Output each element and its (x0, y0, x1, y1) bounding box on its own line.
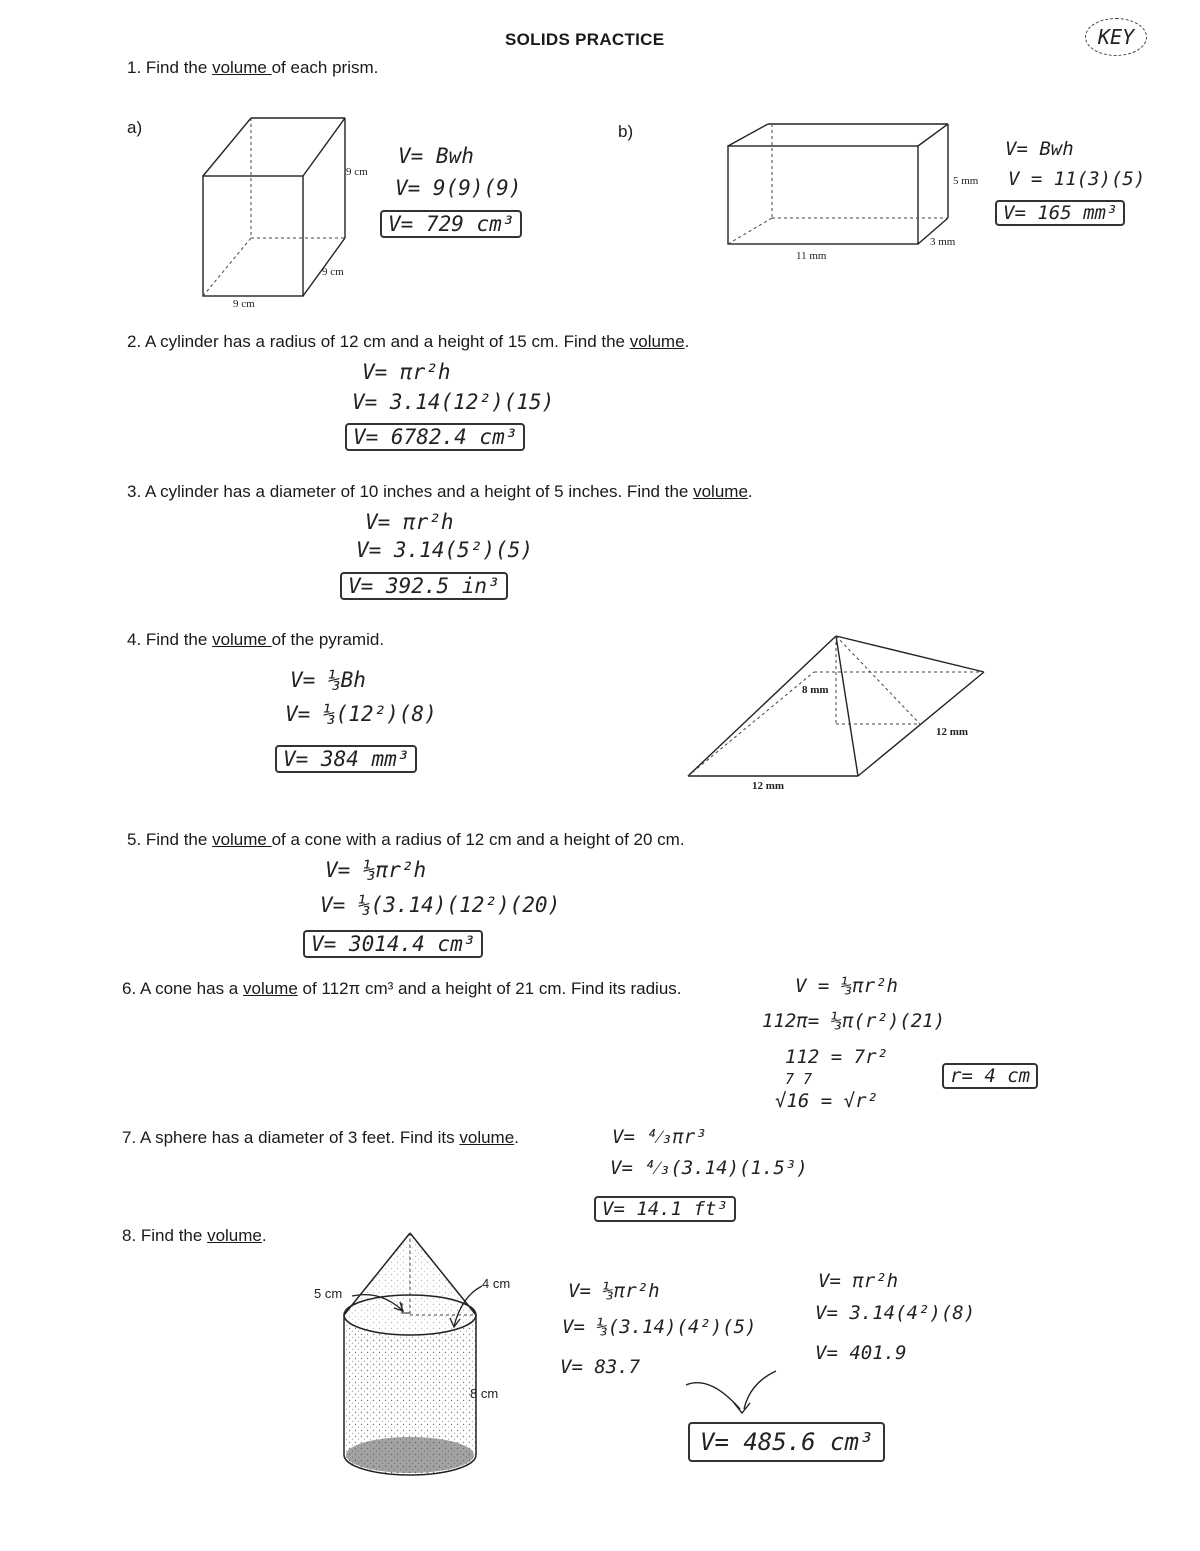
q8-answer: V= 485.6 cm³ (688, 1422, 885, 1462)
cone-cylinder-diagram (330, 1225, 510, 1485)
question-2-suffix: . (684, 332, 690, 351)
key-stamp (1085, 18, 1147, 56)
q7-answer: V= 14.1 ft³ (594, 1196, 736, 1222)
page-title: SOLIDS PRACTICE (505, 30, 665, 49)
question-1-prefix: 1. Find the (127, 58, 213, 77)
key-stamp-text: KEY (1098, 25, 1135, 49)
question-3 (127, 482, 753, 502)
question-7-suffix: . (514, 1128, 519, 1147)
cone-height-label: 5 cm (314, 1286, 343, 1301)
prism-depth-label: 3 mm (930, 236, 956, 248)
q1b-answer: V= 165 mm³ (995, 200, 1125, 226)
question-4-suffix: of the pyramid. (271, 630, 385, 649)
q8-left-work-line-2: V= ⅓(3.14)(4²)(5) (562, 1316, 757, 1338)
part-a-label: a) (127, 118, 143, 137)
question-6-prefix: 6. A cone has a (122, 979, 243, 998)
prism-width-label: 11 mm (796, 250, 827, 262)
question-7 (122, 1128, 519, 1148)
question-6 (122, 979, 682, 999)
question-8-keyword: volume (207, 1226, 262, 1245)
cube-height-label: 9 cm (346, 166, 368, 178)
cone-radius-label: 4 cm (482, 1276, 511, 1291)
question-6-keyword: volume (242, 979, 298, 998)
cube-diagram (195, 110, 365, 310)
q7-work-line-2: V= ⁴⁄₃(3.14)(1.5³) (610, 1157, 808, 1179)
question-8-prefix: 8. Find the (122, 1226, 208, 1245)
question-5-suffix: of a cone with a radius of 12 cm and a height of 20 cm. (271, 830, 685, 849)
cube-width-label: 9 cm (233, 298, 255, 310)
question-4-prefix: 4. Find the (127, 630, 213, 649)
q6-work-line-2: 112π= ⅓π(r²)(21) (762, 1010, 946, 1032)
cube-depth-label: 9 cm (322, 266, 344, 278)
pyramid-diagram (680, 628, 1000, 788)
q2-work-line-2: V= 3.14(12²)(15) (352, 390, 555, 414)
q2-answer: V= 6782.4 cm³ (345, 423, 525, 451)
question-4-keyword: volume (212, 630, 272, 649)
question-4 (127, 630, 384, 650)
prism-height-label: 5 mm (953, 175, 979, 187)
q8-left-work-line-3: V= 83.7 (560, 1356, 641, 1378)
q8-left-work-line-1: V= ⅓πr²h (568, 1280, 660, 1302)
question-2-prefix: 2. A cylinder has a radius of 12 cm and a height of 15 cm. Find the (127, 332, 630, 351)
question-1-suffix: of each prism. (271, 58, 379, 77)
q6-answer: r= 4 cm (942, 1063, 1038, 1089)
q5-answer: V= 3014.4 cm³ (303, 930, 483, 958)
arrow-cone-height (350, 1288, 410, 1318)
question-1 (127, 58, 378, 78)
question-2-keyword: volume (629, 332, 685, 351)
q3-answer: V= 392.5 in³ (340, 572, 508, 600)
q3-work-line-1: V= πr²h (365, 510, 454, 534)
question-7-keyword: volume (459, 1128, 515, 1147)
q1b-work-line-1: V= Bwh (1005, 138, 1074, 160)
question-3-suffix: . (747, 482, 753, 501)
question-5-prefix: 5. Find the (127, 830, 213, 849)
q1a-work-line-2: V= 9(9)(9) (395, 176, 522, 200)
q1a-answer: V= 729 cm³ (380, 210, 522, 238)
question-5-keyword: volume (212, 830, 272, 849)
q2-work-line-1: V= πr²h (362, 360, 451, 384)
q6-work-line-4: 7 7 (785, 1070, 813, 1088)
question-1-keyword: volume (212, 58, 272, 77)
question-3-prefix: 3. A cylinder has a diameter of 10 inches and a height of 5 inches. Find the (127, 482, 694, 501)
question-8 (122, 1226, 267, 1246)
q4-answer: V= 384 mm³ (275, 745, 417, 773)
q4-work-line-1: V= ⅓Bh (290, 668, 366, 692)
pyramid-height-label: 8 mm (802, 684, 829, 696)
arrow-cone-radius (448, 1282, 488, 1332)
question-6-suffix: of 112π cm³ and a height of 21 cm. Find its radius. (297, 979, 682, 998)
q8-right-work-line-1: V= πr²h (818, 1270, 899, 1292)
q5-work-line-2: V= ⅓(3.14)(12²)(20) (320, 893, 561, 917)
part-b-label: b) (618, 122, 634, 141)
q7-work-line-1: V= ⁴⁄₃πr³ (612, 1126, 707, 1148)
q4-work-line-2: V= ⅓(12²)(8) (285, 702, 437, 726)
q3-work-line-2: V= 3.14(5²)(5) (356, 538, 534, 562)
question-3-keyword: volume (693, 482, 748, 501)
q6-work-line-1: V = ⅓πr²h (795, 975, 898, 997)
q1a-work-line-1: V= Bwh (398, 144, 474, 168)
cylinder-height-label: 8 cm (470, 1386, 499, 1401)
sum-arrows (680, 1365, 800, 1425)
rectangular-prism-diagram (720, 118, 960, 258)
pyramid-depth-label: 12 mm (936, 726, 969, 738)
question-2 (127, 332, 689, 352)
question-5 (127, 830, 685, 850)
q6-work-line-5: √16 = √r² (775, 1090, 878, 1112)
q8-right-work-line-2: V= 3.14(4²)(8) (815, 1302, 976, 1324)
pyramid-base-label: 12 mm (752, 780, 785, 792)
question-8-suffix: . (261, 1226, 267, 1245)
q8-right-work-line-3: V= 401.9 (815, 1342, 907, 1364)
question-7-prefix: 7. A sphere has a diameter of 3 feet. Find its (122, 1128, 460, 1147)
q6-work-line-3: 112 = 7r² (785, 1046, 888, 1068)
q1b-work-line-2: V = 11(3)(5) (1008, 168, 1146, 190)
q5-work-line-1: V= ⅓πr²h (325, 858, 427, 882)
